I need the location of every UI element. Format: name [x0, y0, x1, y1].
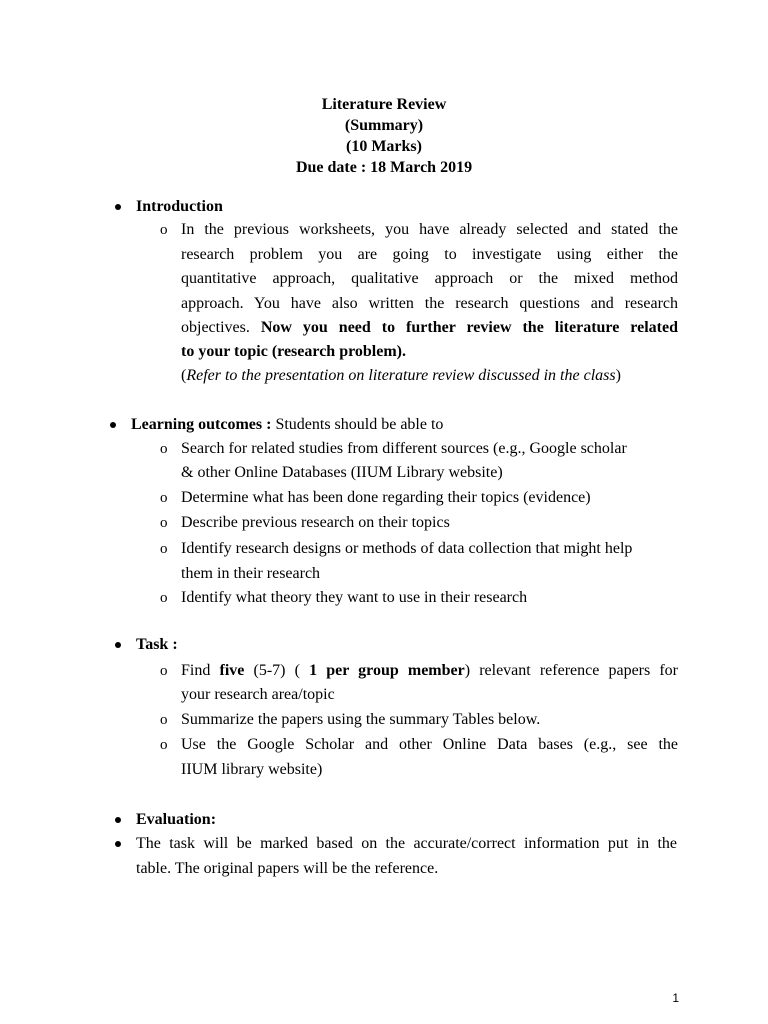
- sub-bullet-icon: o: [160, 222, 168, 238]
- outcome-4-line-1: Identify research designs or methods of data collection that might help: [181, 540, 633, 557]
- due-date: Due date : 18 March 2019: [295, 159, 473, 176]
- sub-bullet-icon: o: [160, 515, 168, 531]
- intro-line-3: quantitative approach, qualitative approach or the mixed method: [181, 270, 678, 287]
- intro-line-2: research problem you are going to investigate using either the: [181, 246, 678, 263]
- outcome-3: Describe previous research on their topics: [181, 514, 450, 531]
- introduction-heading: Introduction: [136, 198, 223, 215]
- bullet-icon: [115, 817, 121, 823]
- evaluation-heading: Evaluation:: [136, 811, 217, 828]
- title-block: [0, 94, 768, 178]
- sub-bullet-icon: o: [160, 737, 168, 753]
- marks-label: (10 Marks): [346, 138, 422, 155]
- task-heading: Task :: [136, 636, 178, 653]
- sub-bullet-icon: o: [160, 712, 168, 728]
- task-2: Summarize the papers using the summary Tables below.: [181, 711, 541, 728]
- sub-bullet-icon: o: [160, 490, 168, 506]
- page-number: 1: [672, 991, 679, 1005]
- task-1-line-2: your research area/topic: [181, 686, 335, 703]
- sub-bullet-icon: o: [160, 441, 168, 457]
- bullet-icon: [115, 841, 121, 847]
- outcome-5: Identify what theory they want to use in their research: [181, 589, 528, 606]
- evaluation-line-1: The task will be marked based on the accurate/correct information put in the: [136, 835, 677, 852]
- sub-bullet-icon: o: [160, 663, 168, 679]
- bullet-icon: [115, 204, 121, 210]
- outcome-4-line-2: them in their research: [181, 565, 321, 582]
- document-subtitle: (Summary): [344, 117, 424, 134]
- intro-note: (Refer to the presentation on literature review discussed in the class): [181, 367, 621, 384]
- bullet-icon: [110, 422, 116, 428]
- task-3-line-1: Use the Google Scholar and other Online Data bases (e.g., see the: [181, 736, 678, 753]
- intro-line-5: objectives. Now you need to further review the literature related: [181, 319, 678, 336]
- task-1-line-1: Find five (5-7) ( 1 per group member) relevant reference papers for: [181, 662, 679, 679]
- learning-outcomes-heading: Learning outcomes : Students should be able to: [131, 416, 444, 433]
- sub-bullet-icon: o: [160, 590, 168, 606]
- outcome-1-line-1: Search for related studies from different sources (e.g., Google scholar: [181, 440, 627, 457]
- document-title: Literature Review: [321, 96, 447, 113]
- outcome-2: Determine what has been done regarding their topics (evidence): [181, 489, 591, 506]
- task-3-line-2: IIUM library website): [181, 761, 323, 778]
- sub-bullet-icon: o: [160, 541, 168, 557]
- evaluation-line-2: table. The original papers will be the reference.: [136, 860, 439, 877]
- intro-line-1: In the previous worksheets, you have already selected and stated the: [181, 221, 678, 238]
- intro-line-4: approach. You have also written the research questions and research: [181, 295, 678, 312]
- bullet-icon: [115, 642, 121, 648]
- intro-line-6: to your topic (research problem).: [181, 343, 407, 360]
- outcome-1-line-2: & other Online Databases (IIUM Library website): [181, 464, 503, 481]
